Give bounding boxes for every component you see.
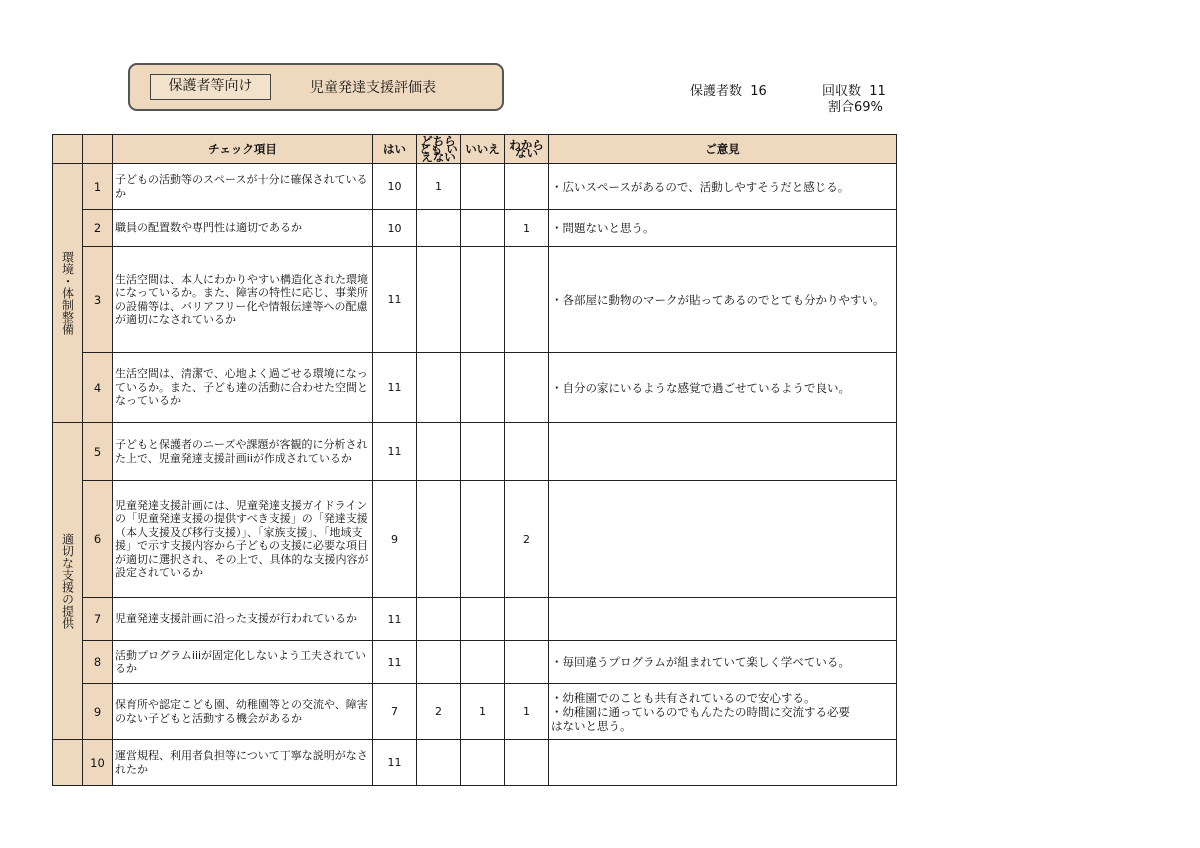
count-neither [417,740,461,786]
count-neither [417,353,461,423]
row-number: 2 [83,210,113,247]
col-header-yes: はい [373,135,417,164]
check-item: 子どもの活動等のスペースが十分に確保されているか [113,164,373,210]
opinion [549,740,897,786]
table-row [53,598,897,641]
row-number: 10 [83,740,113,786]
col-header-opinion: ご意見 [549,135,897,164]
count-neither: 1 [417,164,461,210]
guardians-value: 16 [750,84,767,99]
count-no [461,641,505,684]
row-number: 9 [83,684,113,740]
count-unknown [505,164,549,210]
count-no [461,247,505,353]
collection-ratio: 割合69% [828,100,883,115]
count-neither [417,423,461,481]
opinion [549,481,897,598]
check-item: 生活空間は、清潔で、心地よく過ごせる環境になっているか。また、子ども達の活動に合わせた空間となっているか [113,353,373,423]
opinion: ・毎回違うプログラムが組まれていて楽しく学べている。 [549,641,897,684]
count-no [461,481,505,598]
opinion: ・広いスペースがあるので、活動しやすそうだと感じる。 [549,164,897,210]
table-row [53,247,897,353]
check-item: 運営規程、利用者負担等について丁寧な説明がなされたか [113,740,373,786]
row-number: 4 [83,353,113,423]
opinion: ・自分の家にいるような感覚で過ごせているようで良い。 [549,353,897,423]
category-blank [53,740,83,786]
table-row [53,684,897,740]
row-number: 6 [83,481,113,598]
check-item: 児童発達支援計画には、児童発達支援ガイドラインの「児童発達支援の提供すべき支援」の「発達支援（本人支援及び移行支援）」、「家族支援」、「地域支援」で示す支援内容から子どもの支援に必要な項目が適切に選択され、その上で、具体的な支援内容が設定されているか [113,481,373,598]
evaluation-table [52,134,897,786]
category-support: 適切な支援の提供 [53,423,83,740]
opinion [549,423,897,481]
check-item: 職員の配置数や専門性は適切であるか [113,210,373,247]
count-neither [417,247,461,353]
row-number: 7 [83,598,113,641]
count-no [461,598,505,641]
count-unknown: 1 [505,684,549,740]
count-yes: 9 [373,481,417,598]
count-yes: 10 [373,210,417,247]
check-item: 子どもと保護者のニーズや課題が客観的に分析された上で、児童発達支援計画iiが作成されているか [113,423,373,481]
check-item: 活動プログラムiiiが固定化しないよう工夫されているか [113,641,373,684]
row-number: 3 [83,247,113,353]
opinion [549,598,897,641]
header-blank-cat [53,135,83,164]
table-row [53,481,897,598]
table-row [53,164,897,210]
header-blank-no [83,135,113,164]
row-number: 5 [83,423,113,481]
audience-label: 保護者等向け [150,74,271,100]
count-no [461,164,505,210]
opinion-line: はないと思う。 [551,718,632,733]
opinion: ・問題ないと思う。 [549,210,897,247]
row-number: 1 [83,164,113,210]
count-yes: 11 [373,353,417,423]
count-neither [417,481,461,598]
count-unknown [505,740,549,786]
count-unknown: 2 [505,481,549,598]
count-unknown [505,353,549,423]
page-title: 児童発達支援評価表 [310,80,436,96]
count-no [461,423,505,481]
col-header-unknown: わからない [505,135,549,164]
opinion: ・各部屋に動物のマークが貼ってあるのでとても分かりやすい。 [549,247,897,353]
count-yes: 11 [373,641,417,684]
row-number: 8 [83,641,113,684]
table-row [53,740,897,786]
count-yes: 10 [373,164,417,210]
table-row [53,641,897,684]
count-yes: 11 [373,598,417,641]
col-header-item: チェック項目 [113,135,373,164]
count-yes: 7 [373,684,417,740]
count-no [461,210,505,247]
check-item: 保育所や認定こども園、幼稚園等との交流や、障害のない子どもと活動する機会があるか [113,684,373,740]
guardians-label: 保護者数 [690,84,743,99]
check-item: 児童発達支援計画に沿った支援が行われているか [113,598,373,641]
count-yes: 11 [373,740,417,786]
count-unknown [505,598,549,641]
table-row [53,210,897,247]
count-unknown [505,247,549,353]
category-env: 環境・体制整備 [53,164,83,423]
count-neither [417,641,461,684]
table-row [53,353,897,423]
col-header-no: いいえ [461,135,505,164]
col-header-neither: どちらとも いえない [417,135,461,164]
opinion-line: ・幼稚園に通っているのでもんたたの時間に交流する必要 [551,704,850,719]
collected-label: 回収数 [822,84,862,99]
count-neither [417,598,461,641]
title-box [128,63,504,111]
guardians-count [690,80,767,99]
check-item: 生活空間は、本人にわかりやすい構造化された環境になっているか。また、障害の特性に応じ、事業所の設備等は、バリアフリー化や情報伝達等への配慮が適切になされているか [113,247,373,353]
table-row [53,423,897,481]
count-unknown [505,423,549,481]
count-no: 1 [461,684,505,740]
header-row [53,135,897,164]
opinion-line: ・幼稚園でのことも共有されているので安心する。 [551,690,816,705]
count-unknown [505,641,549,684]
count-neither: 2 [417,684,461,740]
count-no [461,740,505,786]
count-yes: 11 [373,423,417,481]
opinion [549,684,897,740]
count-unknown: 1 [505,210,549,247]
count-no [461,353,505,423]
count-neither [417,210,461,247]
collected-value: 11 [869,84,886,99]
count-yes: 11 [373,247,417,353]
